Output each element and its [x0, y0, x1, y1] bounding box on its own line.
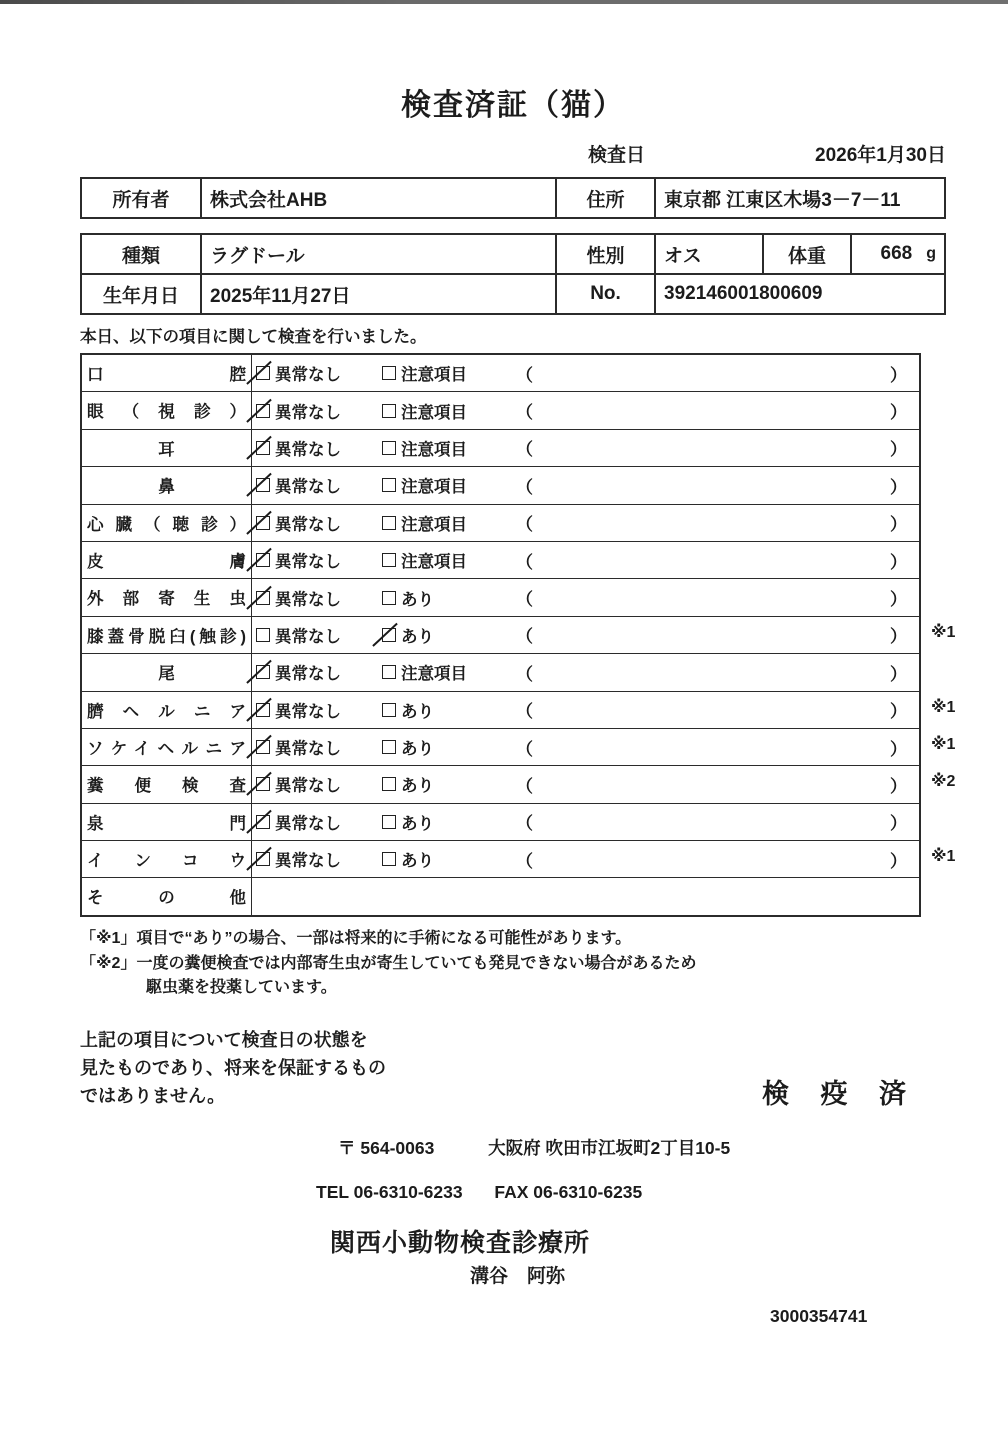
- item-label: 眼 （ 視 診 ）: [82, 392, 252, 428]
- vet-name: 溝谷 阿弥: [470, 1265, 566, 1287]
- paren-open: （: [516, 814, 533, 834]
- paren-close: ）: [890, 851, 907, 871]
- owner-label: 所有者: [81, 178, 201, 218]
- option-label: 注意項目: [401, 665, 467, 684]
- checked-checkbox-icon: [256, 777, 270, 791]
- inspection-row: [82, 429, 919, 466]
- item-label: イ ン コ ウ: [82, 841, 252, 877]
- remarks-field: [516, 510, 919, 535]
- paren-close: ）: [890, 590, 907, 610]
- option-flagged: [382, 511, 516, 535]
- remarks-field: [516, 772, 919, 797]
- remarks-field: [516, 735, 919, 760]
- paren-open: （: [516, 403, 533, 423]
- option-label: あり: [401, 852, 434, 871]
- option-label: 異常なし: [275, 403, 341, 422]
- paren-open: （: [516, 627, 533, 647]
- option-flagged: [382, 436, 516, 460]
- item-label: 臍 ヘ ル ニ ア: [82, 692, 252, 728]
- checked-checkbox-icon: [256, 366, 270, 380]
- option-no-abnormality: [256, 586, 382, 610]
- option-flagged: [382, 810, 516, 834]
- paren-open: （: [516, 739, 533, 759]
- option-label: 異常なし: [275, 440, 341, 459]
- checked-checkbox-icon: [256, 441, 270, 455]
- empty-checkbox-icon: [382, 665, 396, 679]
- empty-checkbox-icon: [382, 777, 396, 791]
- item-label: 糞 便 検 査: [82, 766, 252, 802]
- item-note: ※2: [931, 773, 956, 791]
- empty-checkbox-icon: [382, 703, 396, 717]
- inspection-row: [82, 578, 919, 615]
- option-no-abnormality: [256, 735, 382, 759]
- checked-checkbox-icon: [256, 591, 270, 605]
- paren-close: ）: [890, 664, 907, 684]
- option-label: 異常なし: [275, 814, 341, 833]
- option-no-abnormality: [256, 698, 382, 722]
- remarks-field: [516, 847, 919, 872]
- empty-checkbox-icon: [256, 628, 270, 642]
- item-label: 耳: [82, 430, 252, 466]
- paren-open: （: [516, 552, 533, 572]
- exam-date-row: [80, 140, 946, 167]
- inspection-row: [82, 616, 956, 653]
- checked-checkbox-icon: [256, 852, 270, 866]
- paren-close: ）: [890, 776, 907, 796]
- item-content: [252, 804, 919, 840]
- item-content: [252, 355, 919, 391]
- option-flagged: [382, 586, 516, 610]
- checked-checkbox-icon: [256, 404, 270, 418]
- remarks-field: [516, 660, 919, 685]
- item-label: 心 臓 （ 聴 診 ）: [82, 505, 252, 541]
- checked-checkbox-icon: [382, 628, 396, 642]
- footnotes: [80, 927, 946, 1001]
- option-no-abnormality: [256, 361, 382, 385]
- item-label: 鼻: [82, 467, 252, 503]
- empty-checkbox-icon: [382, 478, 396, 492]
- empty-checkbox-icon: [382, 553, 396, 567]
- clinic-address: 大阪府 吹田市江坂町2丁目10-5: [488, 1137, 731, 1158]
- paren-close: ）: [890, 739, 907, 759]
- remarks-field: [516, 697, 919, 722]
- option-label: 異常なし: [275, 740, 341, 759]
- clinic-address-line: [80, 1135, 946, 1160]
- checked-checkbox-icon: [256, 815, 270, 829]
- owner-table: [80, 177, 946, 219]
- zip-mark: 〒: [338, 1137, 356, 1158]
- item-label: 尾: [82, 654, 252, 690]
- species-row: [81, 234, 945, 274]
- footnote-1: 「※1」項目で“あり”の場合、一部は将来的に手術になる可能性があります。: [80, 929, 632, 947]
- inspection-row: [82, 541, 919, 578]
- paren-close: ）: [890, 627, 907, 647]
- option-label: 注意項目: [401, 366, 467, 385]
- inspection-row: [82, 877, 919, 914]
- item-content: [252, 392, 919, 428]
- option-label: あり: [401, 740, 434, 759]
- option-label: 異常なし: [275, 777, 341, 796]
- fax-value: 06-6310-6235: [533, 1181, 643, 1202]
- paren-open: （: [516, 590, 533, 610]
- option-label: 異常なし: [275, 852, 341, 871]
- option-label: 異常なし: [275, 627, 341, 646]
- option-flagged: [382, 548, 516, 572]
- item-content: [252, 467, 919, 503]
- remarks-field: [516, 473, 919, 498]
- paren-open: （: [516, 365, 533, 385]
- tel-value: 06-6310-6233: [353, 1181, 463, 1202]
- quarantine-stamp: 検 疫 済: [761, 1078, 918, 1109]
- fax-label: FAX: [494, 1181, 529, 1202]
- option-label: 異常なし: [275, 665, 341, 684]
- option-label: 異常なし: [275, 553, 341, 572]
- birth-value: 2025年11月27日: [201, 274, 556, 314]
- inspection-row: [82, 803, 919, 840]
- clinic-tel-line: [80, 1182, 946, 1203]
- option-label: あり: [401, 627, 434, 646]
- option-label: あり: [401, 777, 434, 796]
- remarks-field: [516, 361, 919, 386]
- address-value: 東京都 江東区木場3－7－11: [655, 178, 945, 218]
- option-flagged: [382, 735, 516, 759]
- empty-checkbox-icon: [382, 366, 396, 380]
- option-label: あり: [401, 702, 434, 721]
- paren-open: （: [516, 664, 533, 684]
- option-label: 異常なし: [275, 366, 341, 385]
- disclaimer-line3: ではありません。: [80, 1086, 226, 1107]
- owner-value: 株式会社AHB: [201, 178, 556, 218]
- species-value: ラグドール: [201, 234, 556, 274]
- empty-checkbox-icon: [382, 404, 396, 418]
- option-no-abnormality: [256, 436, 382, 460]
- inspection-row: [82, 466, 919, 503]
- item-label: 泉門: [82, 804, 252, 840]
- inspection-row: [82, 653, 919, 690]
- footnote-2-line2: 駆虫薬を投薬しています。: [146, 979, 337, 997]
- option-no-abnormality: [256, 660, 382, 684]
- paren-close: ）: [890, 403, 907, 423]
- no-value: 392146001800609: [655, 274, 945, 314]
- exam-date-label: 検査日: [588, 145, 646, 166]
- option-no-abnormality: [256, 548, 382, 572]
- empty-checkbox-icon: [382, 441, 396, 455]
- remarks-field: [516, 398, 919, 423]
- inspection-row: [82, 728, 956, 765]
- remarks-field: [516, 548, 919, 573]
- item-label: 皮膚: [82, 542, 252, 578]
- checked-checkbox-icon: [256, 516, 270, 530]
- item-content: [252, 878, 919, 914]
- paren-close: ）: [890, 552, 907, 572]
- option-label: 異常なし: [275, 478, 341, 497]
- checked-checkbox-icon: [256, 703, 270, 717]
- weight-value: 668: [880, 243, 913, 264]
- item-label: 外 部 寄 生 虫: [82, 579, 252, 615]
- inspection-row: [82, 691, 956, 728]
- item-content: [252, 579, 919, 615]
- option-flagged: [382, 660, 516, 684]
- exam-date-value: 2026年1月30日: [815, 145, 946, 166]
- item-label: ソケイヘルニア: [82, 729, 252, 765]
- item-content: [252, 766, 919, 802]
- option-label: 注意項目: [401, 553, 467, 572]
- empty-checkbox-icon: [382, 591, 396, 605]
- item-content: [252, 692, 919, 728]
- paren-open: （: [516, 440, 533, 460]
- item-content: [252, 430, 919, 466]
- item-label: 膝蓋骨脱臼(触診): [82, 617, 252, 653]
- item-content: [252, 617, 919, 653]
- animal-table: [80, 233, 946, 315]
- option-label: 注意項目: [401, 515, 467, 534]
- empty-checkbox-icon: [382, 740, 396, 754]
- address-label: 住所: [556, 178, 655, 218]
- inspection-row: [82, 765, 956, 802]
- item-content: [252, 729, 919, 765]
- paren-open: （: [516, 851, 533, 871]
- item-content: [252, 654, 919, 690]
- inspection-row: [82, 391, 919, 428]
- option-flagged: [382, 847, 516, 871]
- weight-unit: g: [926, 245, 936, 262]
- empty-checkbox-icon: [382, 516, 396, 530]
- item-note: ※1: [931, 848, 956, 866]
- item-note: ※1: [931, 698, 956, 716]
- remarks-field: [516, 809, 919, 834]
- item-note: ※1: [931, 623, 956, 641]
- item-label: 口腔: [82, 355, 252, 391]
- item-content: [252, 505, 919, 541]
- option-flagged: [382, 772, 516, 796]
- no-label: No.: [556, 274, 655, 314]
- checked-checkbox-icon: [256, 478, 270, 492]
- remarks-field: [516, 622, 919, 647]
- paren-close: ）: [890, 440, 907, 460]
- empty-checkbox-icon: [382, 815, 396, 829]
- page-title: 検査済証（猫）: [401, 89, 625, 122]
- species-label: 種類: [81, 234, 201, 274]
- paren-close: ）: [890, 365, 907, 385]
- option-no-abnormality: [256, 810, 382, 834]
- owner-row: [81, 178, 945, 218]
- remarks-field: [516, 435, 919, 460]
- option-no-abnormality: [256, 847, 382, 871]
- clinic-name: 関西小動物検査診療所: [330, 1228, 591, 1257]
- paren-open: （: [516, 515, 533, 535]
- checked-checkbox-icon: [256, 740, 270, 754]
- weight-label: 体重: [763, 234, 851, 274]
- disclaimer-line2: 見たものであり、将来を保証するもの: [80, 1058, 386, 1079]
- paren-close: ）: [890, 515, 907, 535]
- inspection-row: [82, 355, 919, 391]
- option-label: 注意項目: [401, 403, 467, 422]
- serial-number: 3000354741: [770, 1305, 868, 1326]
- option-no-abnormality: [256, 399, 382, 423]
- option-flagged: [382, 473, 516, 497]
- item-label: その他: [82, 878, 252, 914]
- sex-label: 性別: [556, 234, 655, 274]
- option-flagged: [382, 623, 516, 647]
- inspection-row: [82, 840, 956, 877]
- inspection-row: [82, 504, 919, 541]
- remarks-field: [516, 585, 919, 610]
- zip-code: 564-0063: [360, 1137, 435, 1158]
- option-label: 注意項目: [401, 440, 467, 459]
- bottom-row: [80, 1027, 946, 1111]
- paren-open: （: [516, 702, 533, 722]
- inspection-table: [80, 353, 956, 917]
- option-label: あり: [401, 814, 434, 833]
- option-label: 異常なし: [275, 590, 341, 609]
- item-content: [252, 841, 919, 877]
- option-label: 異常なし: [275, 515, 341, 534]
- paren-close: ）: [890, 814, 907, 834]
- checked-checkbox-icon: [256, 665, 270, 679]
- option-no-abnormality: [256, 772, 382, 796]
- item-note: ※1: [931, 735, 956, 753]
- disclaimer: [80, 1027, 500, 1111]
- checked-checkbox-icon: [256, 553, 270, 567]
- paren-open: （: [516, 477, 533, 497]
- option-flagged: [382, 399, 516, 423]
- option-flagged: [382, 361, 516, 385]
- option-no-abnormality: [256, 623, 382, 647]
- option-label: 異常なし: [275, 702, 341, 721]
- option-no-abnormality: [256, 511, 382, 535]
- option-no-abnormality: [256, 473, 382, 497]
- option-label: あり: [401, 590, 434, 609]
- paren-close: ）: [890, 477, 907, 497]
- option-label: 注意項目: [401, 478, 467, 497]
- birth-label: 生年月日: [81, 274, 201, 314]
- sex-value: オス: [655, 234, 763, 274]
- inspection-intro: 本日、以下の項目に関して検査を行いました。: [80, 328, 427, 346]
- weight-value-cell: [851, 234, 945, 274]
- footnote-2-line1: 「※2」一度の糞便検査では内部寄生虫が寄生していても発見できない場合があるため: [80, 954, 697, 972]
- birth-row: [81, 274, 945, 314]
- paren-close: ）: [890, 702, 907, 722]
- option-flagged: [382, 698, 516, 722]
- empty-checkbox-icon: [382, 852, 396, 866]
- paren-open: （: [516, 776, 533, 796]
- disclaimer-line1: 上記の項目について検査日の状態を: [80, 1030, 368, 1051]
- tel-label: TEL: [316, 1181, 349, 1202]
- item-content: [252, 542, 919, 578]
